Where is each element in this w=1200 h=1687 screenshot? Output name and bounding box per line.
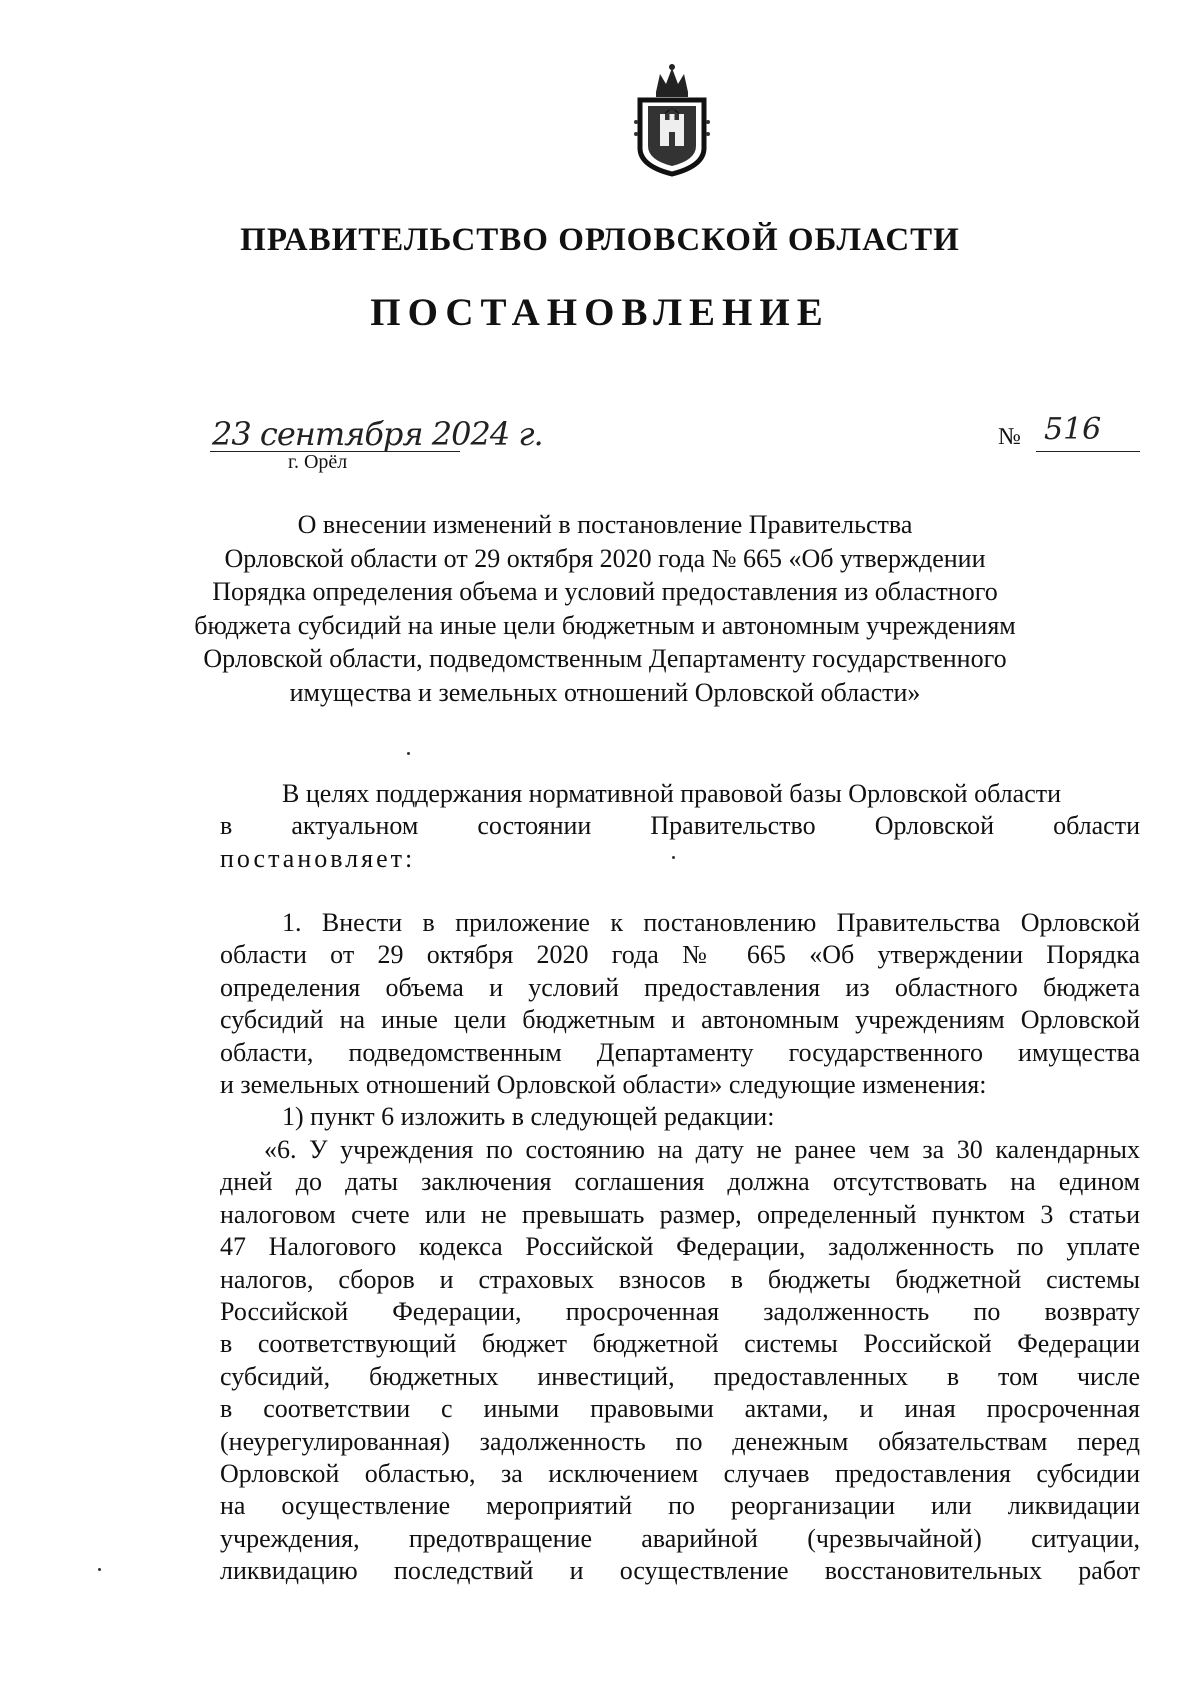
point-6-line: (неурегулированная) задолженность по денежным обязательствам перед	[220, 1426, 1140, 1456]
handwritten-date: 23 сентября 2024 г.	[212, 415, 543, 453]
preamble	[220, 778, 1140, 875]
coat-of-arms-icon	[630, 62, 714, 178]
point-6-line: субсидий, бюджетных инвестиций, предоставленных в том числе	[220, 1361, 1140, 1391]
preamble-line: В целях поддержания нормативной правовой базы Орловской области	[282, 779, 1062, 808]
item-1-line: области от 29 октября 2020 года № 665 «Об утверждении Порядка	[220, 940, 1140, 970]
item-1-line: определения объема и условий предоставления из областного бюджета	[220, 972, 1140, 1002]
point-6-line: ликвидацию последствий и осуществление восстановительных работ	[220, 1556, 1140, 1586]
government-title: ПРАВИТЕЛЬСТВО ОРЛОВСКОЙ ОБЛАСТИ	[240, 222, 960, 258]
item-1-line: и земельных отношений Орловской области» следующие изменения:	[220, 1069, 987, 1099]
point-6-line: в соответствии с иными правовыми актами, и иная просроченная	[220, 1394, 1140, 1424]
scan-speck	[672, 856, 675, 859]
point-6	[220, 1134, 1140, 1587]
item-1-line: области, подведомственным Департаменту государственного имущества	[220, 1037, 1140, 1067]
subject-line: Орловской области, подведомственным Департаменту государственного	[203, 644, 1007, 673]
point-6-line: Российской Федерации, просроченная задолженность по возврату	[220, 1296, 1140, 1326]
preamble-resolves: постановляет:	[220, 843, 416, 873]
scan-speck	[407, 752, 410, 755]
preamble-line: в актуальном состоянии Правительство Орловской области	[220, 811, 1140, 841]
point-6-line: налоговом счете или не превышать размер, определенный пунктом 3 статьи	[220, 1199, 1140, 1229]
scan-speck	[98, 1568, 101, 1571]
document-subject	[150, 508, 1060, 709]
city-label: г. Орёл	[288, 451, 348, 473]
number-underline	[1036, 451, 1140, 452]
point-6-line: Орловской областью, за исключением случаев предоставления субсидии	[220, 1458, 1140, 1488]
number-sign: №	[998, 424, 1021, 450]
handwritten-number: 516	[1044, 412, 1102, 447]
subitem-1: 1) пункт 6 изложить в следующей редакции:	[282, 1102, 775, 1132]
item-1	[220, 907, 1140, 1134]
point-6-line: на осуществление мероприятий по реорганизации или ликвидации	[220, 1491, 1140, 1521]
subject-line: Орловской области от 29 октября 2020 года № 665 «Об утверждении	[224, 543, 986, 573]
point-6-line: в соответствующий бюджет бюджетной системы Российской Федерации	[220, 1329, 1140, 1359]
document-type-title: ПОСТАНОВЛЕНИЕ	[370, 291, 830, 334]
item-1-line: 1. Внести в приложение к постановлению Правительства Орловской	[282, 908, 1140, 937]
point-6-line: налогов, сборов и страховых взносов в бюджеты бюджетной системы	[220, 1264, 1140, 1294]
point-6-line: 47 Налогового кодекса Российской Федерации, задолженность по уплате	[220, 1232, 1140, 1262]
subject-line: О внесении изменений в постановление Правительства	[297, 510, 913, 539]
subject-line: бюджета субсидий на иные цели бюджетным и автономным учреждениям	[194, 610, 1016, 640]
item-1-line: субсидий на иные цели бюджетным и автономным учреждениям Орловской	[220, 1005, 1140, 1035]
point-6-line: дней до даты заключения соглашения должна отсутствовать на едином	[220, 1167, 1140, 1197]
point-6-line: «6. У учреждения по состоянию на дату не ранее чем за 30 календарных	[264, 1135, 1140, 1164]
point-6-line: учреждения, предотвращение аварийной (чрезвычайной) ситуации,	[220, 1523, 1140, 1553]
subject-line: Порядка определения объема и условий предоставления из областного	[212, 577, 998, 606]
subject-line: имущества и земельных отношений Орловской области»	[289, 677, 921, 707]
